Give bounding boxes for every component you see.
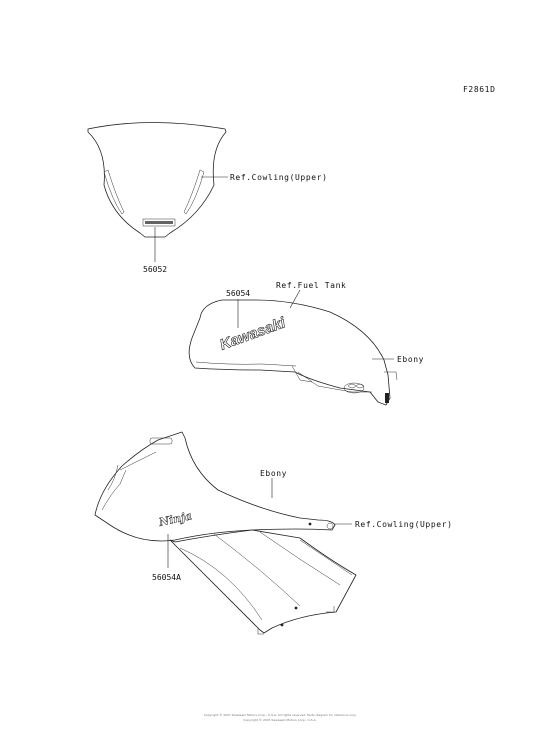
part-number-56054A[interactable]: 56054A [152, 573, 181, 582]
windshield-decal[interactable] [88, 123, 226, 238]
figure-code: F2861D [463, 85, 496, 94]
footer-line-2: Copyright © 2007 Kawasaki Motors Corp., U.S.A. [243, 718, 317, 722]
tank-color-label: Ebony [397, 355, 425, 364]
tank-kawasaki-logo: Kawasaki [217, 314, 288, 354]
cowling-decal[interactable] [95, 432, 356, 634]
ninja-logo: Ninja [157, 509, 194, 529]
cowling-color-label: Ebony [260, 469, 288, 478]
tank-ref-label: Ref.Fuel Tank [276, 281, 347, 290]
part-number-56054[interactable]: 56054 [226, 289, 251, 298]
windshield-ref-label: Ref.Cowling(Upper) [230, 173, 328, 182]
tank-decal[interactable] [189, 300, 397, 405]
cowling-ref-label: Ref.Cowling(Upper) [355, 520, 453, 529]
footer-line-1: Copyright © 2007 Kawasaki Motors Corp., U.S.A. All rights reserved. Parts diagram for reference only. [203, 713, 357, 717]
part-number-56052[interactable]: 56052 [143, 265, 168, 274]
